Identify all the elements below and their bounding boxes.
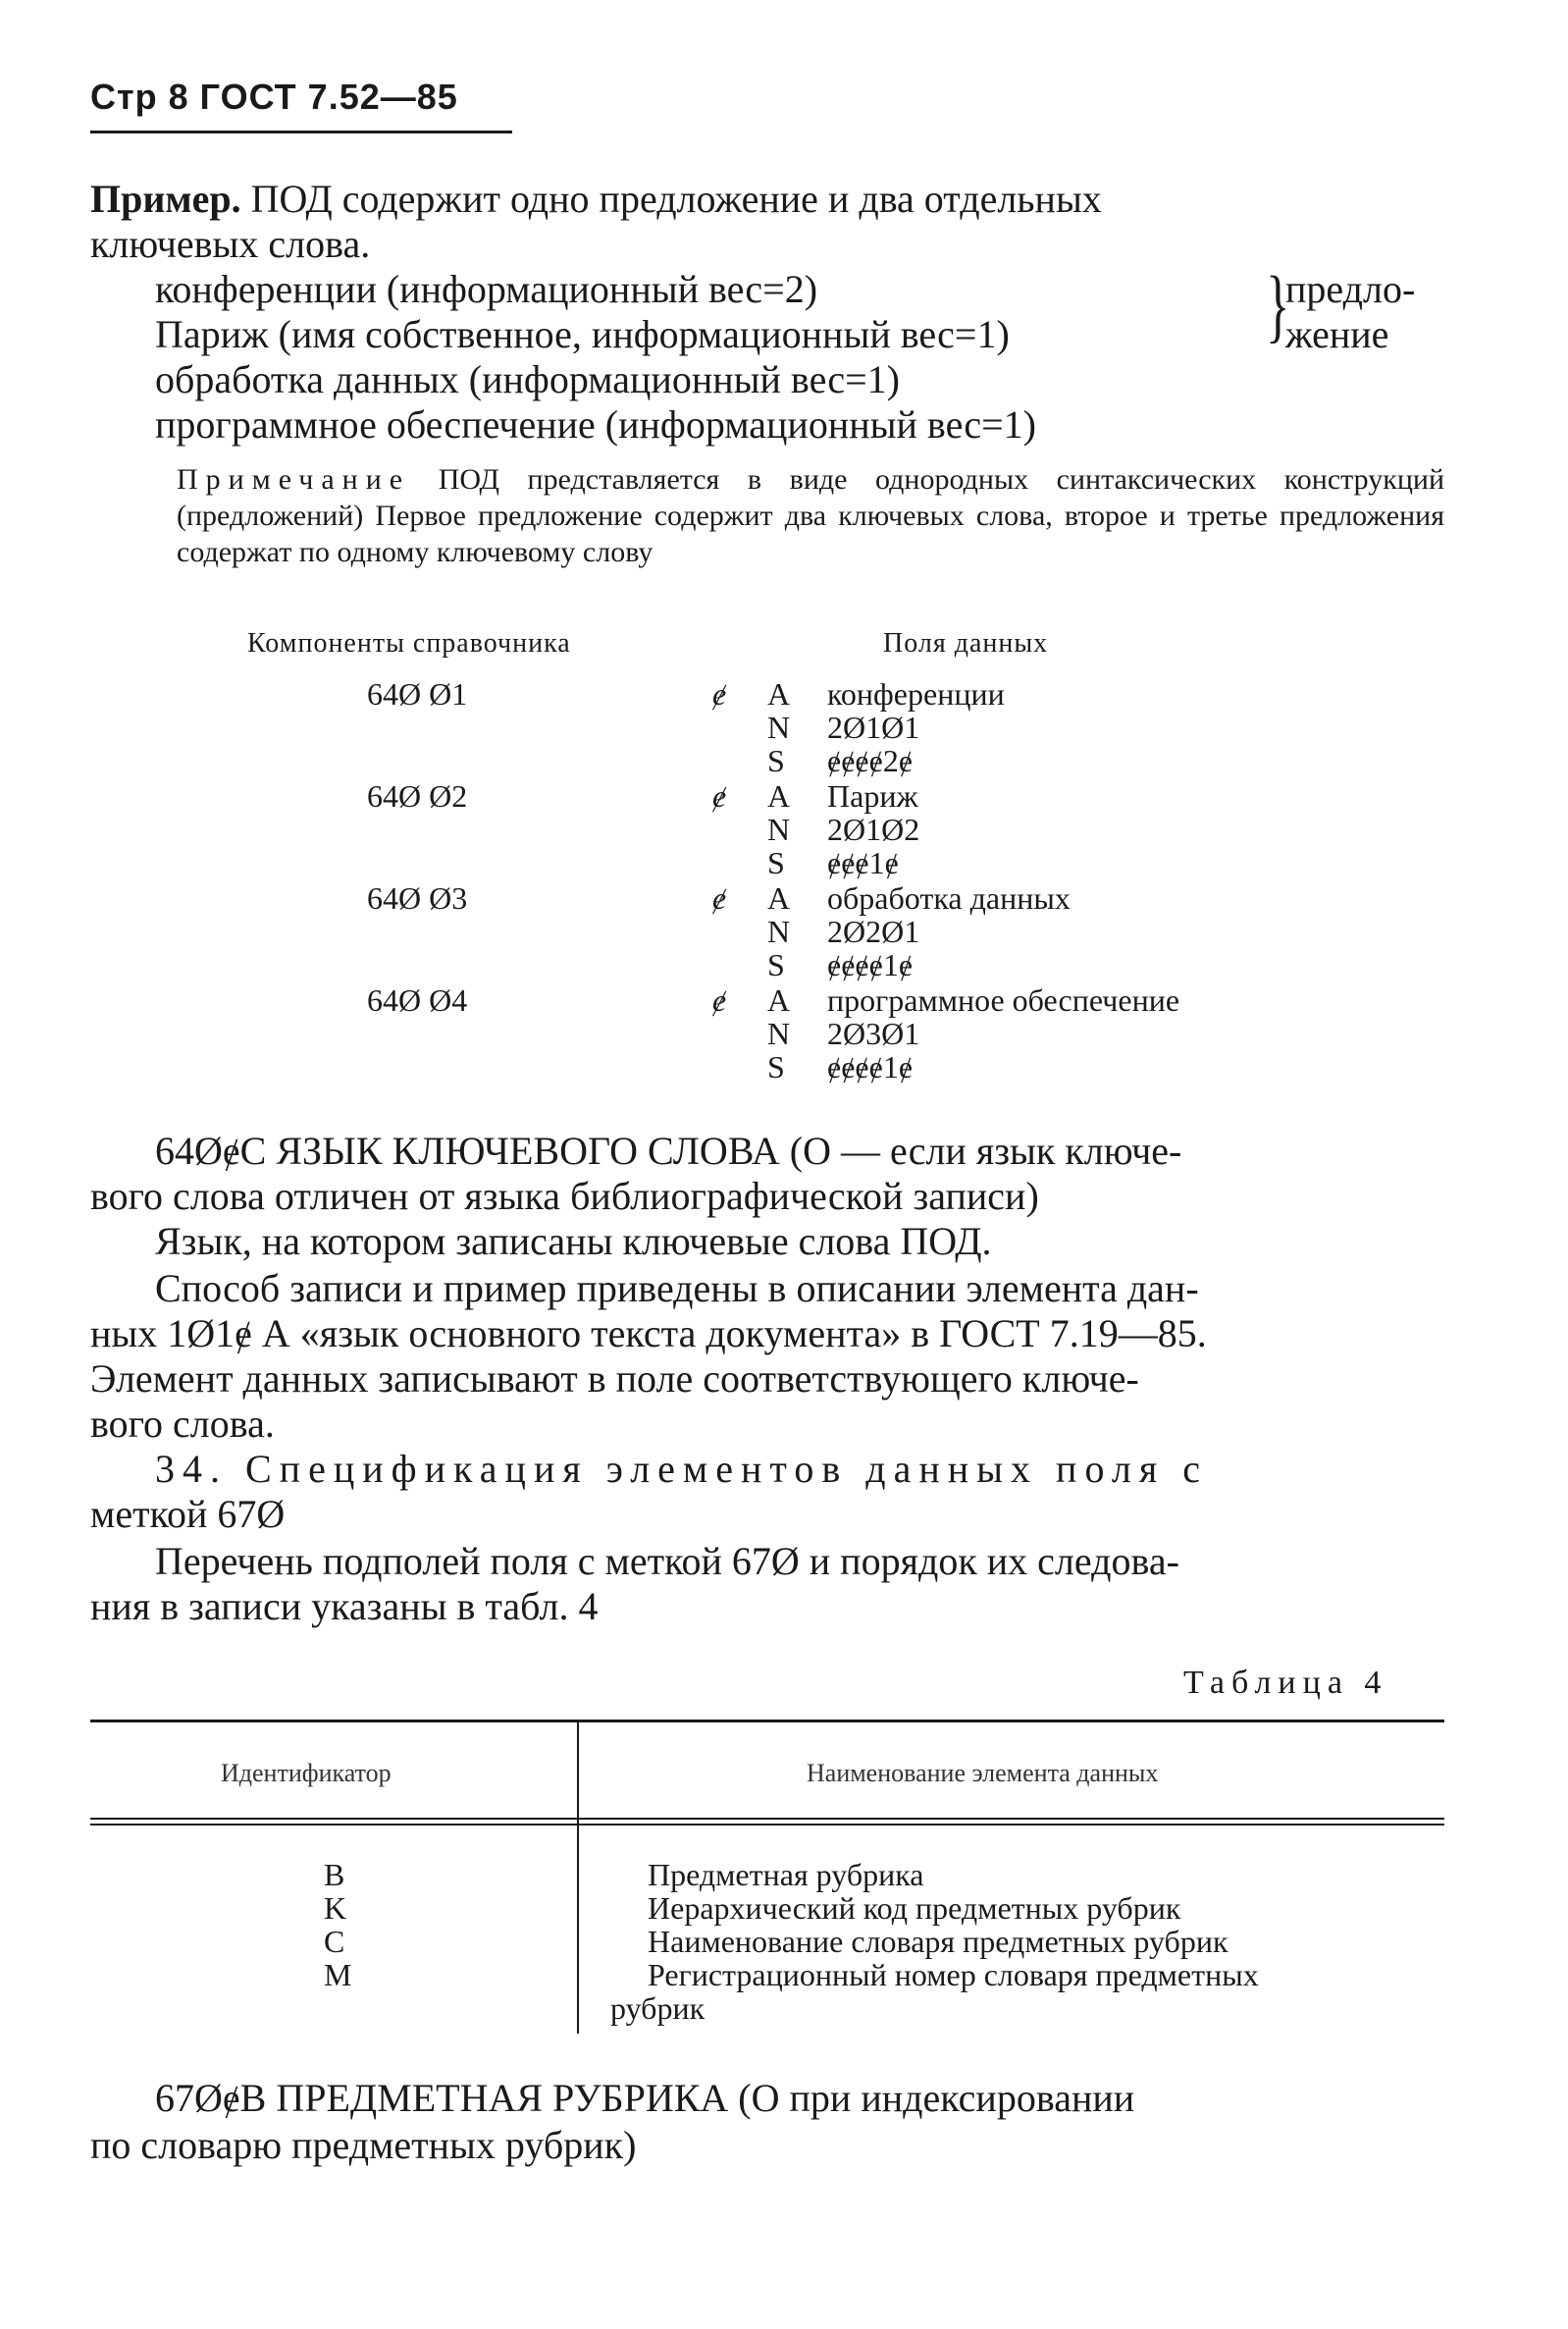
subfield-code: A (767, 880, 791, 916)
section-670b-heading: 67ØɇB ПРЕДМЕТНАЯ РУБРИКА (О при индексировании (155, 2076, 1135, 2120)
brace-label (1285, 267, 1415, 357)
section-640c-paragraph: Язык, на котором записаны ключевые слова ПОД. (155, 1219, 992, 1263)
table-col-header-name: Наименование элемента данных (807, 1759, 1159, 1787)
table-caption: Таблица 4 (1183, 1665, 1388, 1701)
subfield-code: N (767, 812, 791, 847)
table-row-id: C (324, 1924, 345, 1959)
subfield-value: 2Ø1Ø2 (827, 812, 920, 847)
section-640c-paragraph: ных 1Ø1ɇ А «язык основного текста документа» в ГОСТ 7.19—85. (90, 1311, 1207, 1355)
table-col-header-id: Идентификатор (221, 1759, 392, 1787)
section-640c-heading: 64ØɇC ЯЗЫК КЛЮЧЕВОГО СЛОВА (О — если язык ключе- (155, 1129, 1182, 1173)
section-34-title-cont: меткой 67Ø (90, 1492, 286, 1536)
indicator-mark: ɇ (712, 982, 727, 1018)
subfield-value: 2Ø3Ø1 (827, 1016, 920, 1051)
table-column-divider (577, 1720, 579, 2034)
table-top-rule (90, 1720, 1444, 1722)
subfield-code: A (767, 778, 791, 814)
header-rule (90, 131, 512, 133)
section-640c-paragraph: Элемент данных записывают в поле соответствующего ключе- (90, 1356, 1139, 1401)
subfield-code: A (767, 676, 791, 712)
subfield-code: S (767, 845, 785, 880)
subfield-code: N (767, 710, 791, 745)
example-lead: ПОД содержит одно предложение и два отдельных (250, 177, 1102, 221)
example-lead-continued: ключевых слова. (90, 222, 371, 266)
subfield-code: N (767, 914, 791, 949)
section-640c-paragraph: Способ записи и пример приведены в описании элемента дан- (155, 1266, 1199, 1310)
subfield-value: конференции (827, 676, 1005, 712)
table-row-name: Предметная рубрика (648, 1857, 924, 1892)
table-row-id: B (324, 1857, 345, 1892)
example-paragraph (90, 177, 1444, 222)
subfield-code: A (767, 982, 791, 1018)
example-line: обработка данных (информационный вес=1) (155, 357, 900, 401)
subfield-code: N (767, 1016, 791, 1051)
directory-tag: 64Ø Ø3 (367, 880, 468, 916)
directory-tag: 64Ø Ø2 (367, 778, 468, 814)
directory-tag: 64Ø Ø4 (367, 982, 468, 1018)
note-text: ПОД представляется в виде однородных синтаксических конструкций (предложений) Первое предложение содержит два ключевых слова, второе и третье предложения содержат по одному ключевому слову (177, 463, 1445, 568)
directory-col-header: Компоненты справочника (247, 628, 571, 659)
subfield-value: обработка данных (827, 880, 1071, 916)
section-670b-heading-cont: по словарю предметных рубрик) (90, 2123, 637, 2167)
directory-tag: 64Ø Ø1 (367, 676, 468, 712)
brace-symbol: } (1266, 260, 1290, 351)
example-label: Пример. (90, 177, 241, 221)
indicator-mark: ɇ (712, 880, 727, 916)
table-row-name-cont: рубрик (610, 1990, 706, 2026)
subfield-code: S (767, 743, 785, 778)
fields-col-header: Поля данных (883, 628, 1049, 659)
subfield-code: S (767, 947, 785, 982)
table-header-rule-double (90, 1824, 1444, 1826)
section-640c-heading-cont: вого слова отличен от языка библиографической записи) (90, 1174, 1039, 1218)
brace-label-line: предло- (1285, 267, 1416, 311)
table-row-name: Регистрационный номер словаря предметных (648, 1957, 1259, 1992)
subfield-code: S (767, 1049, 785, 1085)
table-row-id: M (324, 1957, 352, 1992)
table-row-name: Иерархический код предметных рубрик (648, 1890, 1181, 1926)
example-keyword-lines (155, 260, 1450, 448)
subfield-value: ɇɇɇ1ɇ (827, 845, 899, 880)
subfield-value: программное обеспечение (827, 982, 1180, 1018)
table-header-rule (90, 1818, 1444, 1820)
subfield-value: 2Ø1Ø1 (827, 710, 920, 745)
section-34-paragraph: Перечень подполей поля с меткой 67Ø и порядок их следова- (155, 1539, 1179, 1583)
page-header: Стр 8 ГОСТ 7.52—85 (90, 77, 458, 117)
example-line: конференции (информационный вес=2) (155, 267, 818, 311)
section-34-paragraph: ния в записи указаны в табл. 4 (90, 1584, 599, 1628)
indicator-mark: ɇ (712, 676, 727, 712)
example-line: Париж (имя собственное, информационный вес=1) (155, 312, 1010, 356)
table-row-name: Наименование словаря предметных рубрик (648, 1924, 1228, 1959)
subfield-value: ɇɇɇɇ2ɇ (827, 743, 914, 778)
brace-label-line: жение (1285, 312, 1389, 356)
subfield-value: Париж (827, 778, 918, 814)
note-paragraph (177, 461, 1444, 570)
directory-entries (0, 677, 1568, 1089)
subfield-value: ɇɇɇɇ1ɇ (827, 1049, 914, 1085)
section-34-title: 34. Спецификация элементов данных поля с (155, 1447, 1209, 1491)
note-label: Примечание (177, 463, 411, 496)
section-640c-paragraph: вого слова. (90, 1402, 275, 1446)
indicator-mark: ɇ (712, 778, 727, 814)
subfield-value: ɇɇɇɇ1ɇ (827, 947, 914, 982)
table-row-id: K (324, 1890, 347, 1926)
example-line: программное обеспечение (информационный вес=1) (155, 402, 1036, 447)
subfield-value: 2Ø2Ø1 (827, 914, 920, 949)
